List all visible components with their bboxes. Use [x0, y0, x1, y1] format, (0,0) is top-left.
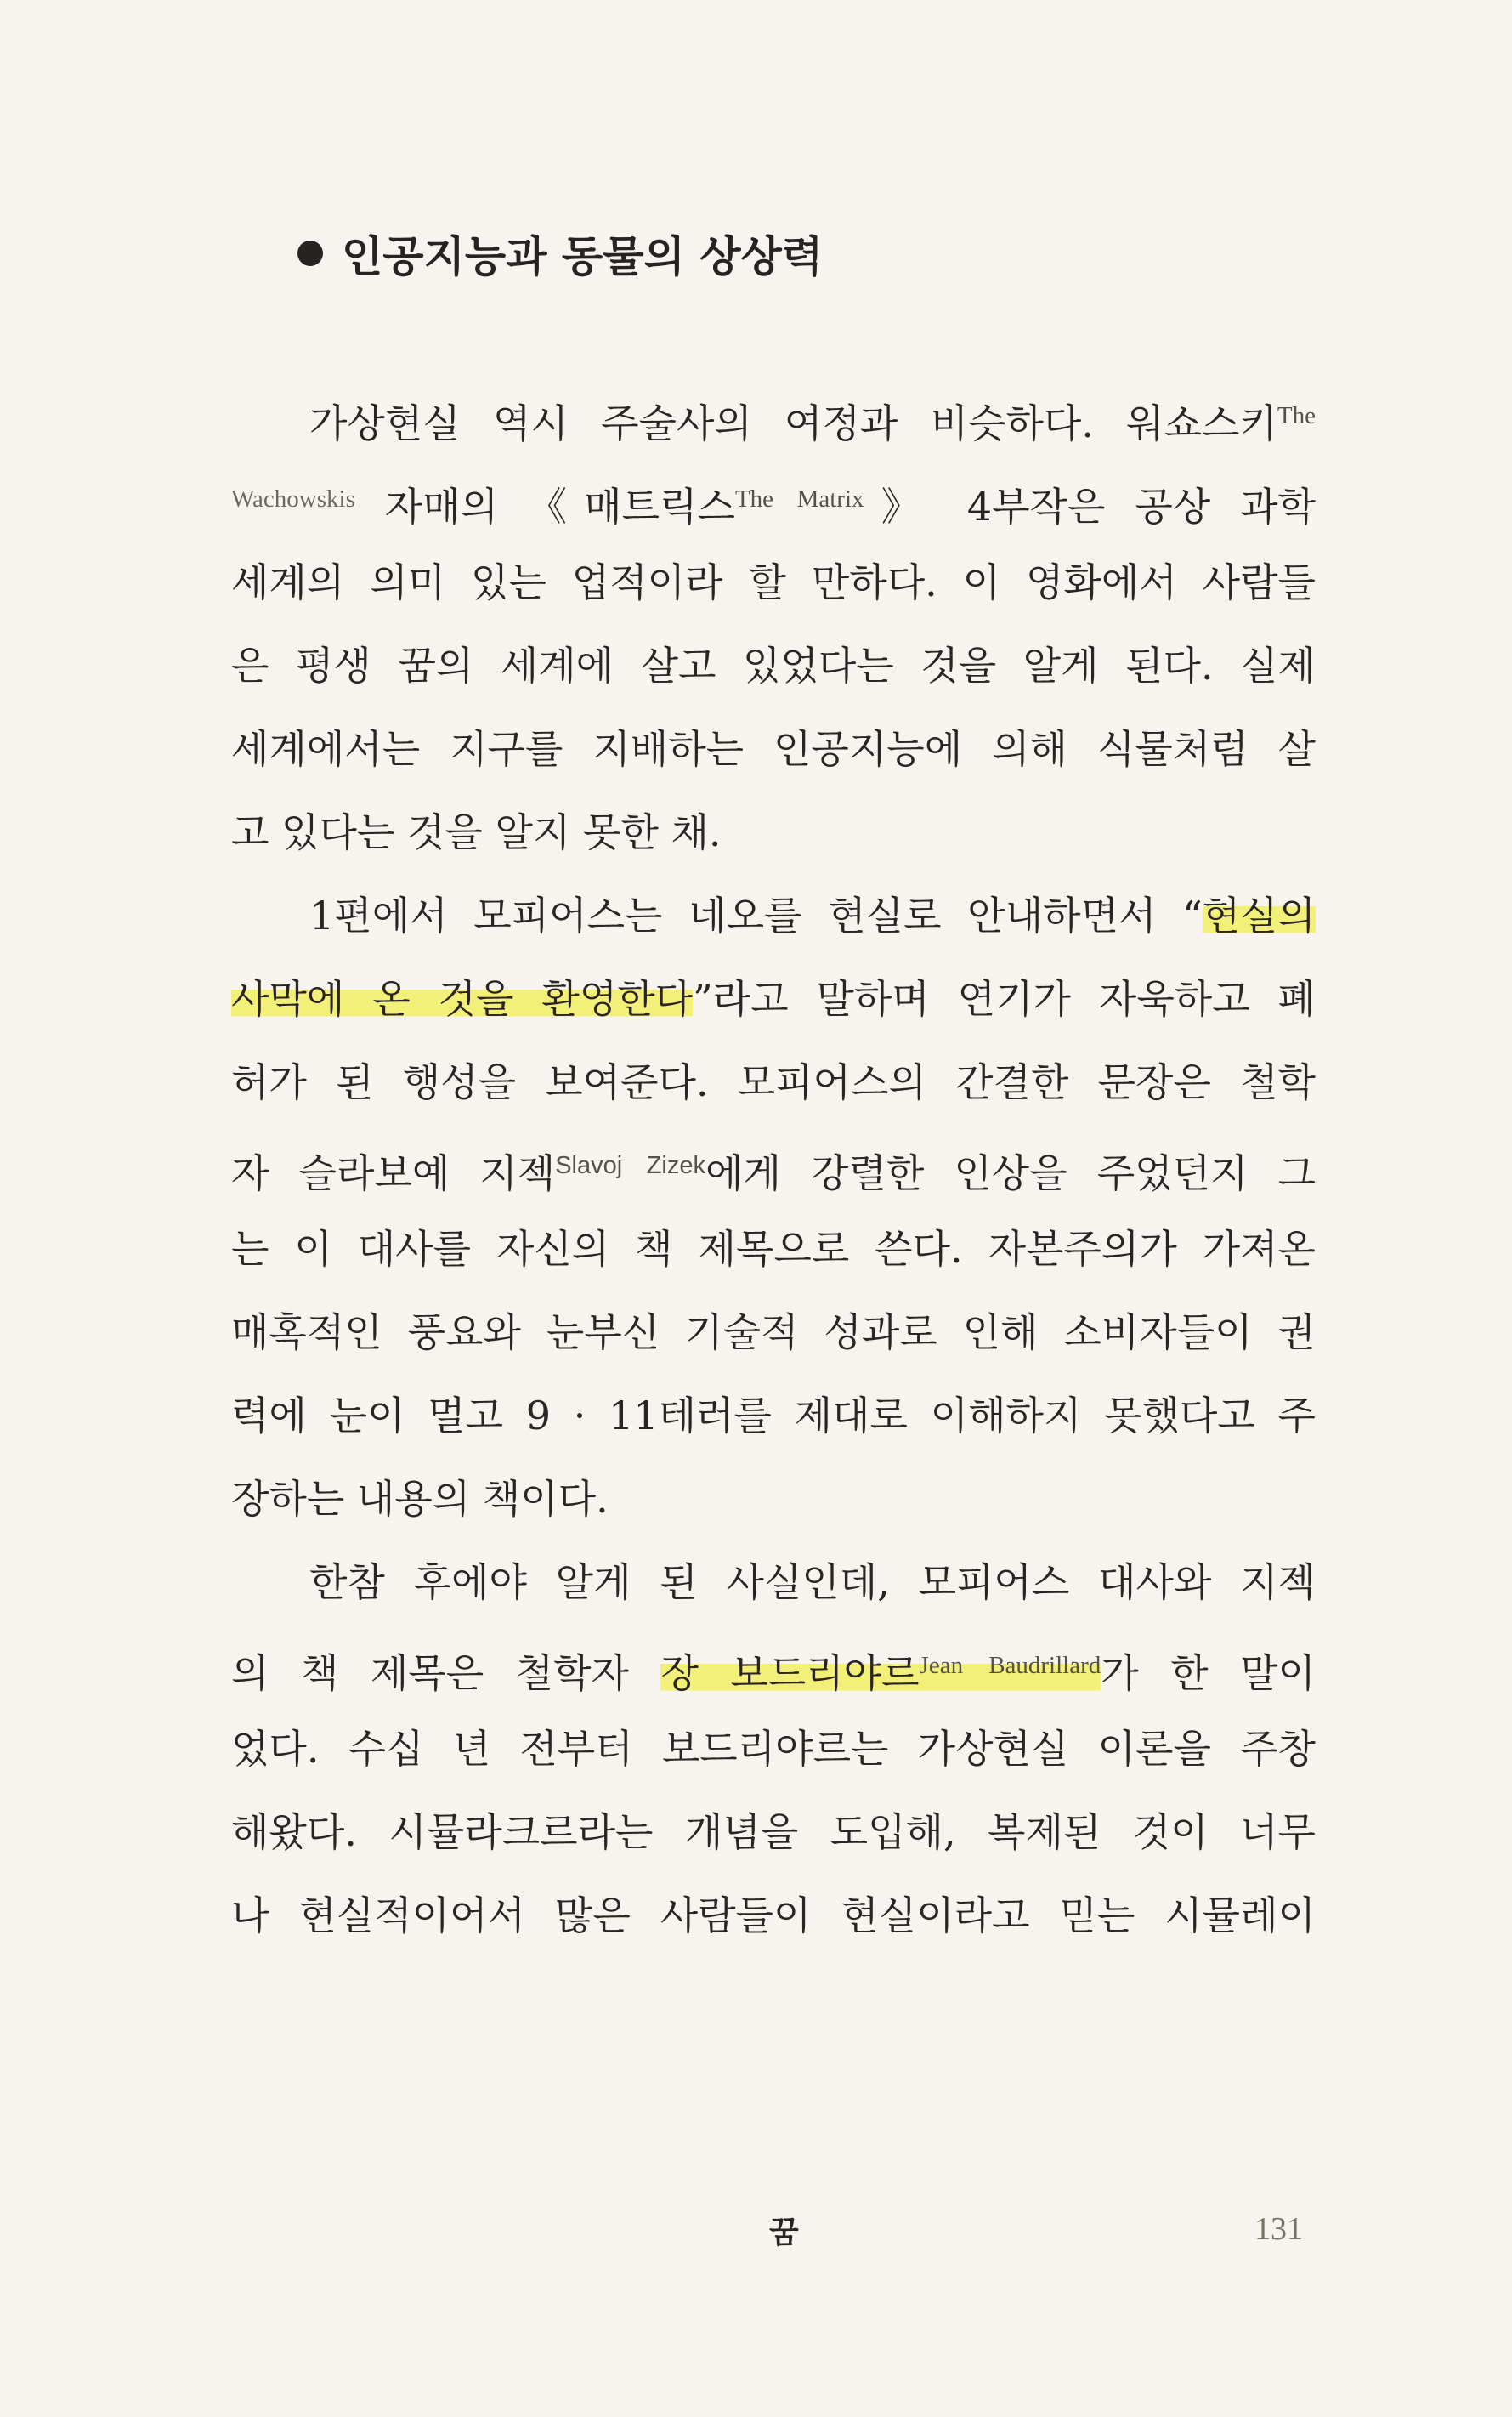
- highlighted-text: 장 보드리야르: [660, 1650, 920, 1696]
- section-heading: [297, 223, 823, 284]
- paragraph-2-line-2: [231, 957, 1316, 1041]
- paragraph-2-line-4: [231, 1124, 1316, 1207]
- paragraph-1-line-2: [231, 457, 1316, 541]
- latin-name: Wachowskis: [231, 485, 355, 513]
- body-text: [231, 374, 1316, 1957]
- paragraph-2-line-7: 력에 눈이 멀고 9 · 11테러를 제대로 이해하지 못했다고 주: [231, 1393, 1316, 1438]
- paragraph-1-line-1: [231, 374, 1316, 457]
- text-run: 자매의 《매트릭스: [354, 484, 735, 530]
- text-run: 》 4부작은 공상 과학: [864, 484, 1317, 530]
- latin-name: The: [1277, 402, 1316, 429]
- text-run: 1편에서 모피어스는 네오를 현실로 안내하면서 “: [309, 893, 1203, 939]
- paragraph-1-line-4: 은 평생 꿈의 세계에 살고 있었다는 것을 알게 된다. 실제: [231, 643, 1316, 689]
- paragraph-1-line-3: 세계의 의미 있는 업적이라 할 만하다. 이 영화에서 사람들: [231, 559, 1316, 605]
- paragraph-3-line-1: 한참 후에야 알게 된 사실인데, 모피어스 대사와 지젝: [309, 1559, 1316, 1605]
- text-run: 의 책 제목은 철학자: [231, 1650, 661, 1696]
- highlighted-text: 사막에 온 것을 환영한다: [231, 976, 694, 1022]
- section-heading-text: 인공지능과 동물의 상상력: [342, 232, 824, 281]
- bullet-icon: [297, 241, 323, 266]
- paragraph-1-line-5: 세계에서는 지구를 지배하는 인공지능에 의해 식물처럼 살: [231, 726, 1316, 772]
- latin-title: The Matrix: [734, 485, 864, 513]
- highlighted-name: [660, 1650, 1101, 1696]
- paragraph-2-line-6: 매혹적인 풍요와 눈부신 기술적 성과로 인해 소비자들이 권: [231, 1309, 1316, 1355]
- highlighted-text: 현실의: [1202, 893, 1316, 939]
- paragraph-1-line-6: 고 있다는 것을 알지 못한 채.: [231, 809, 722, 855]
- text-run: 가 한 말이: [1101, 1650, 1316, 1696]
- paragraph-2-line-3: 허가 된 행성을 보여준다. 모피어스의 간결한 문장은 철학: [231, 1059, 1316, 1105]
- text-run: 자 슬라보예 지젝: [231, 1150, 556, 1196]
- latin-name: Slavoj Zizek: [555, 1152, 706, 1179]
- text-run: 가상현실 역시 주술사의 여정과 비슷하다. 워쇼스키: [309, 400, 1277, 446]
- text-run: 에게 강렬한 인상을 주었던지 그: [705, 1150, 1317, 1196]
- paragraph-3-line-2: [231, 1624, 1316, 1707]
- paragraph-3-line-3: 었다. 수십 년 전부터 보드리야르는 가상현실 이론을 주창: [231, 1726, 1316, 1772]
- page-number: 131: [1254, 2211, 1303, 2247]
- paragraph-2-line-8: 장하는 내용의 책이다.: [231, 1476, 609, 1522]
- latin-name: Jean Baudrillard: [919, 1652, 1101, 1679]
- paragraph-2-line-1: [231, 874, 1316, 957]
- paragraph-2-line-5: 는 이 대사를 자신의 책 제목으로 쓴다. 자본주의가 가져온: [231, 1226, 1316, 1272]
- chapter-title: 꿈: [769, 2216, 799, 2250]
- paragraph-3-line-4: 해왔다. 시뮬라크르라는 개념을 도입해, 복제된 것이 너무: [231, 1809, 1316, 1855]
- text-run: ”라고 말하며 연기가 자욱하고 폐: [693, 976, 1316, 1022]
- paragraph-3-line-5: 나 현실적이어서 많은 사람들이 현실이라고 믿는 시뮬레이: [231, 1892, 1316, 1938]
